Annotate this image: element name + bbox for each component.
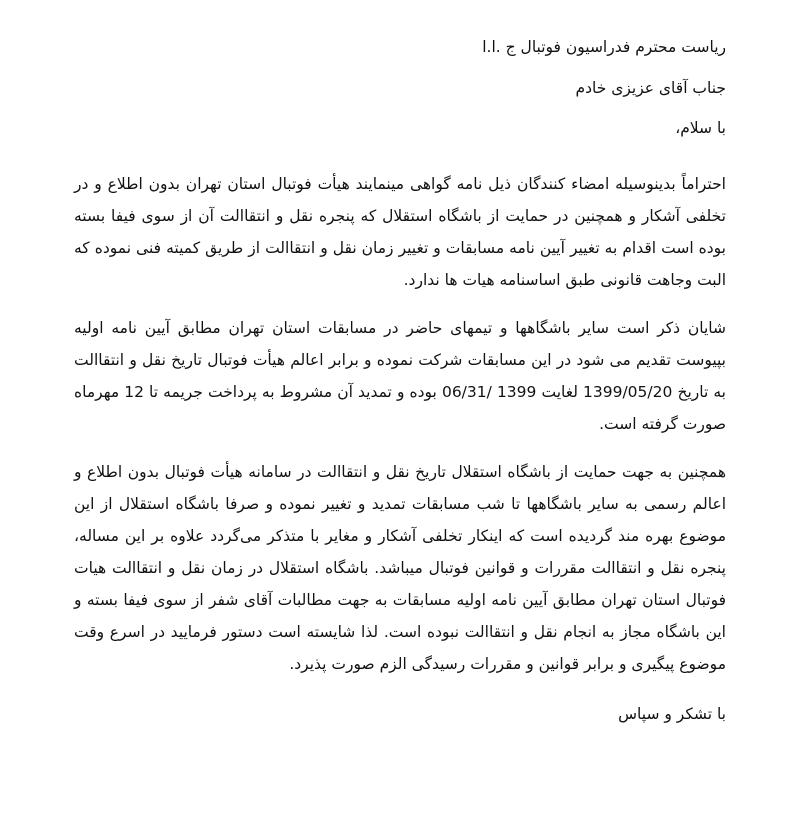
closing-block	[74, 704, 726, 723]
closing-line: با تشکر و سپاس	[618, 704, 726, 723]
addressee-line: ریاست محترم فدراسیون فوتبال ج .ا.ا	[482, 38, 726, 56]
paragraph-3: همچنین به جهت حمایت از باشگاه استقلال تاریخ نقل و انتقاالت در سامانه هیأت فوتبال بدون اطلاع و اعالم رسمی به سایر باشگاهها تا شب مسابقات تمدید و تغییر نموده و صرفا باشگاه استقلال از این موضوع بهره مند گردیده است که اینکار تخلفی آشکار و مغایر با متذکر می‌گردد علاوه بر این مساله، پنجره نقل و انتقاالت مقررات و قوانین فوتبال میباشد. باشگاه استقلال در زمان نقل و انتقاالت هیات فوتبال استان تهران مطابق آیین نامه اولیه مسابقات به جهت مطالبات آقای شفر از سوی فیفا بسته و این باشگاه مجاز به انجام نقل و انتقاالت نبوده است. لذا شایسته است دستور فرمایید در اسرع وقت موضوع پیگیری و برابر قوانین و مقررات رسیدگی الزم صورت پذیرد.	[74, 462, 726, 673]
paragraph-2: شایان ذکر است سایر باشگاهها و تیمهای حاضر در مسابقات استان تهران مطابق آیین نامه اولیه بپیوست تقدیم می شود در این مسابقات شرکت نموده و برابر اعالم هیأت فوتبال تاریخ نقل و انتقاالت به تاریخ 1399/05/20 لغایت 1399 /06/31 بوده و تمدید آن مشروط به پرداخت جریمه تا 12 مهرماه صورت گرفته است.	[74, 318, 726, 433]
recipient-line: جناب آقای عزیزی خادم	[575, 78, 726, 97]
greeting-line: با سلام،	[675, 119, 726, 137]
document-body	[74, 40, 726, 722]
paragraph-1: احتراماً بدینوسیله امضاء کنندگان ذیل نامه گواهی مینمایند هیأت فوتبال استان تهران بدون اطلاع و در تخلفی آشکار و همچنین در حمایت از باشگاه استقلال که پنجره نقل و انتقاالت آن از سوی فیفا بسته بوده است اقدام به تغییر آیین نامه مسابقات و تغییر زمان نقل و انتقاالت از طریق کمیته فنی نموده که البت وجاهت قانونی طبق اساسنامه هیات ها ندارد.	[74, 174, 726, 289]
letter-header	[74, 40, 726, 137]
